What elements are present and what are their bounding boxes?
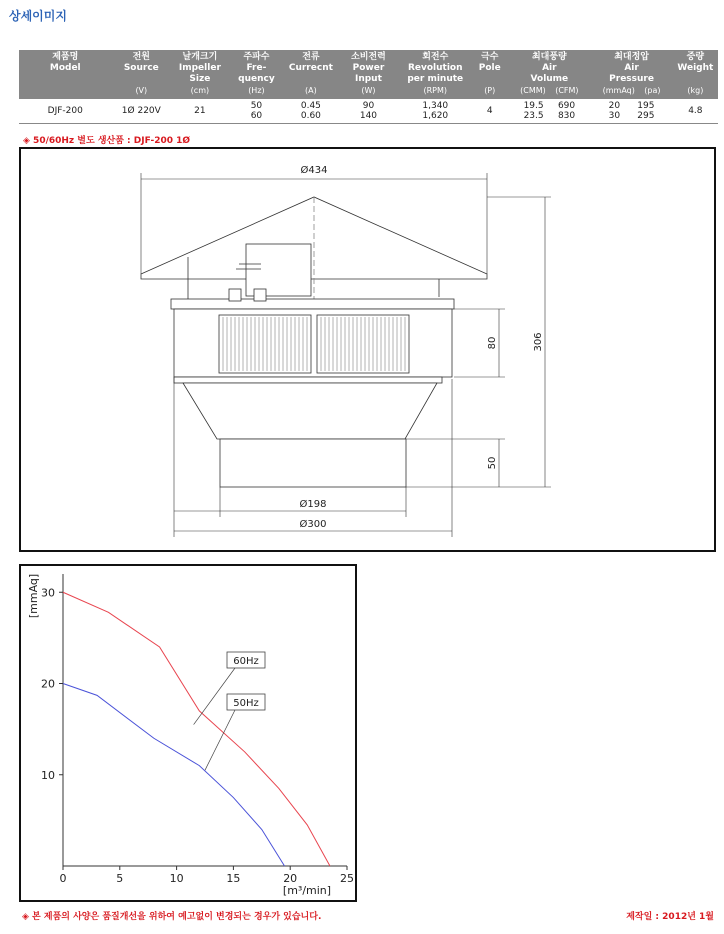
x-tick-label: 15 [226,872,241,885]
series-line-60hz [63,592,330,866]
cell-source: 1Ø 220V [112,99,172,124]
performance-chart [19,564,357,902]
footer-note: ◈ 본 제품의 사양은 품질개선을 위하여 예고없이 변경되는 경우가 있습니다. [22,912,322,922]
motor-box [246,244,311,296]
cell-impeller: 21 [171,99,229,124]
header-source: 전원 Source (V) [112,50,172,99]
cell-air-pressure: 20 195 30 295 [590,99,672,124]
y-tick-label: 30 [41,586,55,600]
x-tick-label: 10 [169,872,184,885]
header-pole: 극수 Pole (P) [471,50,508,99]
header-rpm: 회전수 Revolution per minute (RPM) [399,50,471,99]
base-cone [183,383,437,439]
y-tick-label: 10 [41,768,55,782]
cell-current: 0.45 0.60 [284,99,337,124]
header-impeller: 날개크기 Impeller Size (cm) [171,50,229,99]
dim-duct-height: 50 [487,456,498,470]
x-tick-label: 25 [340,872,354,885]
dim-top-diameter: Ø434 [300,165,328,176]
spec-data-row [19,99,718,124]
x-tick-label: 0 [59,872,67,885]
cell-model: DJF-200 [19,99,112,124]
drawing-svg [21,149,714,550]
chart-axes [41,574,354,885]
cell-weight: 4.8 [673,99,718,124]
x-tick-label: 5 [116,872,124,885]
technical-drawing [19,147,716,552]
dim-total-height: 306 [533,332,544,352]
spec-header-row [19,50,718,99]
legend-leader-50hz [205,710,235,770]
dim-duct-diameter: Ø198 [299,499,327,510]
spec-table [19,50,718,124]
series-line-50hz [63,684,285,867]
chart-legend [194,652,265,770]
production-note: ◈ 50/60Hz 별도 생산품 : DJF-200 1Ø [23,136,191,146]
header-current: 전류 Currecnt (A) [284,50,337,99]
footer-date: 제작일 : 2012년 1월 [626,912,714,922]
dim-base-diameter: Ø300 [299,519,327,530]
chart-svg [21,566,355,900]
header-frequency: 주파수 Fre- quency (Hz) [229,50,285,99]
dim-impeller-height: 80 [487,336,498,350]
impeller-right [317,315,409,373]
fan-housing [174,309,452,377]
cell-pole: 4 [471,99,508,124]
impeller-left [219,315,311,373]
cell-frequency: 50 60 [229,99,285,124]
legend-label-50hz: 50Hz [233,698,259,709]
page-title: 상세이미지 [9,9,67,23]
header-air-pressure: 최대정압 Air Pressure (mmAq) (pa) [590,50,672,99]
x-axis-label: [m³/min] [282,884,332,897]
duct [220,439,406,487]
header-air-volume: 최대풍량 Air Volume (CMM) (CFM) [508,50,590,99]
chart-series [63,592,330,866]
header-model: 제품명 Model [19,50,112,99]
y-axis-label: [mmAq] [27,573,40,619]
cell-air-volume: 19.5 690 23.5 830 [508,99,590,124]
legend-label-60hz: 60Hz [233,656,259,667]
cell-rpm: 1,340 1,620 [399,99,471,124]
cell-power: 90 140 [338,99,400,124]
header-weight: 중량 Weight (kg) [673,50,718,99]
header-power: 소비전력 Power Input (W) [338,50,400,99]
y-tick-label: 20 [41,677,55,691]
x-tick-label: 20 [283,872,298,885]
